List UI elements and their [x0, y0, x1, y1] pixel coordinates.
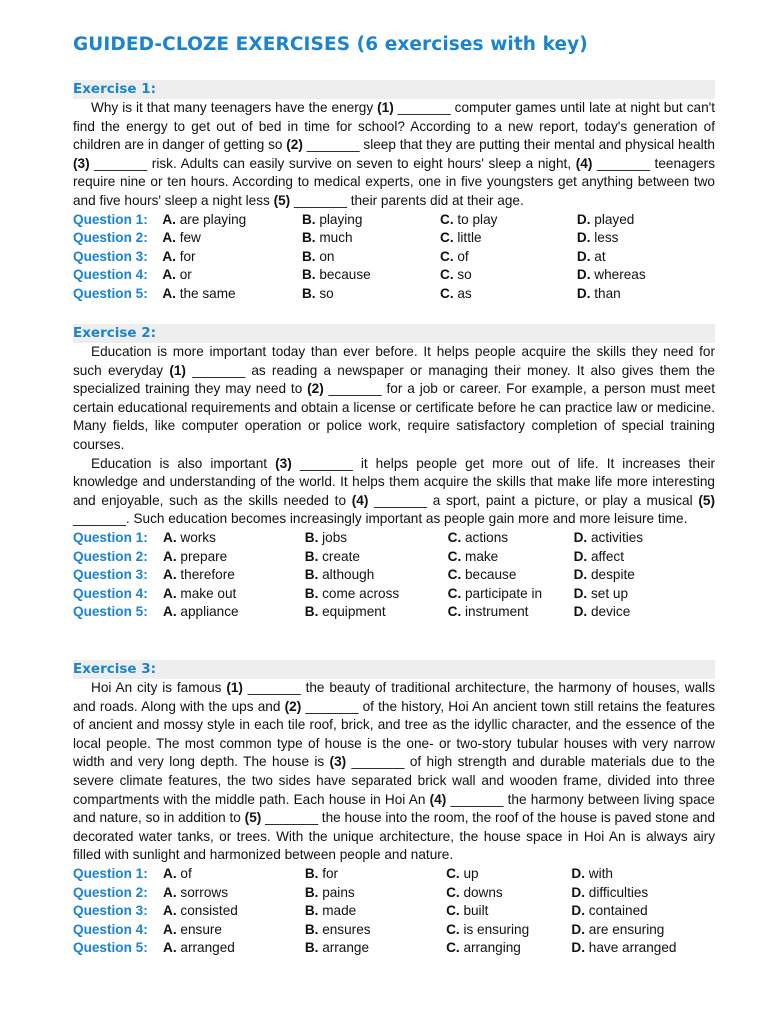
- option-text: so: [457, 267, 472, 283]
- option-text: create: [322, 548, 360, 564]
- exercise-passage: [73, 99, 715, 211]
- passage-text: _______ of high strength and durable materials due to the severe climate features, the two sides have separated brick wall and wooden frame, divided into three compartments with the middle path. Each house in Hoi An: [73, 754, 715, 807]
- exercise-heading: Exercise 2:: [73, 324, 715, 343]
- answer-option[interactable]: [446, 939, 571, 958]
- option-letter: C.: [447, 529, 462, 545]
- option-text: are playing: [179, 211, 247, 227]
- option-letter: D.: [576, 211, 591, 227]
- option-text: of: [180, 865, 192, 881]
- option-letter: B.: [301, 211, 316, 227]
- option-letter: A.: [163, 921, 177, 937]
- question-label: Question 4:: [73, 921, 148, 937]
- blank-number: (4): [429, 791, 447, 807]
- passage-paragraph: [73, 679, 715, 865]
- blank-number: (3): [329, 754, 347, 770]
- passage-text: _______ it helps people get more out of life. It increases their knowledge and understanding of the world. It helps them acquire the skills that make life more interesting and enjoyable, such as the skills needed to: [73, 455, 715, 508]
- option-text: make out: [180, 585, 237, 601]
- answer-option[interactable]: [574, 529, 715, 548]
- option-text: instrument: [465, 604, 529, 620]
- option-letter: A.: [162, 211, 176, 227]
- option-text: so: [319, 285, 334, 301]
- answer-option[interactable]: [440, 285, 577, 304]
- answer-option[interactable]: [577, 211, 715, 230]
- question-row: [73, 921, 715, 940]
- passage-text: _______ the house into the room, the roof of the house is paved stone and decorated water tanks, or trees. With the unique architecture, the house space in Hoi An is always airy filled with sunlight and harmonized between people and nature.: [73, 810, 716, 863]
- option-letter: A.: [162, 285, 176, 301]
- answer-option[interactable]: [305, 529, 448, 548]
- answer-option[interactable]: [448, 566, 574, 585]
- question-label: Question 2:: [73, 230, 148, 246]
- passage-text: _______ teenagers require nine or ten hours. According to medical experts, one in five youngsters get anything between two and five hours' sleep a night less: [73, 155, 716, 208]
- option-text: actions: [465, 529, 509, 545]
- option-letter: C.: [447, 567, 462, 583]
- question-row: [73, 884, 715, 903]
- answer-option[interactable]: [162, 248, 302, 267]
- option-letter: A.: [163, 940, 177, 956]
- passage-text: _______. Such education becomes increasingly important as people gain more and more leisure time.: [73, 511, 688, 527]
- option-letter: C.: [440, 267, 454, 283]
- option-text: as: [457, 285, 472, 301]
- answer-option[interactable]: [446, 884, 571, 903]
- option-text: of: [457, 248, 469, 264]
- option-text: arrange: [322, 940, 370, 956]
- question-table: [73, 211, 715, 304]
- option-letter: C.: [446, 921, 460, 937]
- option-letter: B.: [304, 884, 319, 900]
- option-letter: B.: [301, 285, 316, 301]
- answer-option[interactable]: [574, 548, 715, 567]
- question-row: [73, 548, 715, 567]
- answer-option[interactable]: [305, 548, 448, 567]
- question-label: Question 4:: [73, 585, 148, 601]
- option-text: participate in: [465, 585, 543, 601]
- answer-option[interactable]: [571, 902, 715, 921]
- answer-option[interactable]: [440, 229, 577, 248]
- passage-text: _______ risk. Adults can easily survive on seven to eight hours' sleep a night,: [89, 155, 576, 171]
- passage-text: Education is also important: [91, 455, 276, 471]
- answer-option[interactable]: [162, 229, 302, 248]
- question-label: Question 3:: [73, 567, 148, 583]
- option-text: consisted: [180, 903, 238, 919]
- passage-text: _______ the harmony between living space and nature, so in addition to: [73, 791, 715, 826]
- option-letter: C.: [446, 865, 460, 881]
- answer-option[interactable]: [163, 902, 305, 921]
- option-text: contained: [588, 903, 648, 919]
- passage-text: _______ of the history, Hoi An ancient town still retains the features of ancient and mossy style in each tile roof, brick, and tree as the idyllic character, and the essence of the local people. The most common type of house is the one- or two-story tubular houses with very narrow width and very long depth. The house is: [73, 698, 715, 770]
- option-letter: A.: [163, 884, 177, 900]
- option-letter: B.: [304, 604, 319, 620]
- question-row: [73, 603, 715, 622]
- exercise-heading: Exercise 1:: [73, 80, 715, 99]
- option-letter: A.: [163, 529, 177, 545]
- question-label: Question 1:: [73, 211, 148, 227]
- answer-option[interactable]: [571, 939, 715, 958]
- option-letter: A.: [163, 567, 177, 583]
- passage-text: _______ as reading a newspaper or managing their money. It also gives them the specialized training they may need to: [73, 362, 715, 397]
- option-text: because: [319, 267, 371, 283]
- option-letter: B.: [304, 940, 319, 956]
- option-text: much: [319, 230, 353, 246]
- answer-option[interactable]: [163, 603, 305, 622]
- exercise-2: [73, 324, 715, 622]
- option-text: with: [588, 865, 613, 881]
- question-row: [73, 211, 715, 230]
- blank-number: (2): [307, 381, 324, 397]
- question-label: Question 5:: [73, 604, 148, 620]
- option-letter: C.: [446, 884, 460, 900]
- exercise-1: [73, 80, 715, 304]
- question-row: [73, 566, 715, 585]
- passage-text: _______ computer games until late at night but can't find the energy to get out of bed in time for school? According to a new report, today's generation of children are in danger of getting so: [73, 100, 715, 153]
- answer-option[interactable]: [163, 548, 305, 567]
- question-label: Question 1:: [73, 865, 148, 881]
- option-text: less: [594, 230, 619, 246]
- option-letter: D.: [573, 529, 588, 545]
- answer-option[interactable]: [305, 566, 448, 585]
- option-text: jobs: [322, 529, 348, 545]
- answer-option[interactable]: [163, 939, 305, 958]
- option-letter: C.: [447, 604, 462, 620]
- passage-text: _______ their parents did at their age.: [290, 192, 524, 208]
- blank-number: (5): [244, 810, 262, 826]
- passage-text: _______ sleep that they are putting their mental and physical health: [302, 137, 715, 153]
- option-text: built: [463, 903, 489, 919]
- option-letter: D.: [571, 940, 585, 956]
- passage-text: Hoi An city is famous: [91, 680, 227, 695]
- option-letter: B.: [304, 921, 319, 937]
- answer-option[interactable]: [163, 566, 305, 585]
- answer-option[interactable]: [162, 285, 302, 304]
- option-text: made: [322, 903, 357, 919]
- question-label: Question 2:: [73, 548, 148, 564]
- answer-option[interactable]: [571, 865, 715, 884]
- option-letter: C.: [447, 585, 462, 601]
- question-row: [73, 865, 715, 884]
- option-text: little: [457, 230, 482, 246]
- option-text: affect: [590, 548, 624, 564]
- question-row: [73, 229, 715, 248]
- option-letter: B.: [304, 567, 319, 583]
- blank-number: (1): [169, 362, 186, 378]
- option-letter: B.: [301, 267, 316, 283]
- answer-option[interactable]: [448, 603, 574, 622]
- question-label: Question 5:: [73, 940, 148, 956]
- option-text: are ensuring: [588, 921, 665, 937]
- exercise-3: [73, 660, 715, 958]
- option-letter: B.: [304, 529, 319, 545]
- option-letter: D.: [576, 267, 591, 283]
- option-text: have arranged: [588, 940, 677, 956]
- question-row: [73, 266, 715, 285]
- question-label: Question 1:: [73, 529, 148, 545]
- question-label: Question 3:: [73, 248, 148, 264]
- answer-option[interactable]: [571, 884, 715, 903]
- answer-option[interactable]: [448, 548, 574, 567]
- question-label: Question 2:: [73, 884, 148, 900]
- option-letter: A.: [162, 230, 176, 246]
- blank-number: (5): [698, 492, 715, 508]
- option-text: equipment: [322, 604, 386, 620]
- option-text: on: [319, 248, 335, 264]
- option-text: than: [594, 285, 621, 301]
- blank-number: (1): [377, 100, 394, 115]
- option-text: few: [179, 230, 201, 246]
- option-letter: B.: [304, 548, 319, 564]
- answer-option[interactable]: [162, 211, 302, 230]
- option-letter: D.: [576, 230, 591, 246]
- answer-option[interactable]: [302, 248, 440, 267]
- option-text: difficulties: [588, 884, 649, 900]
- answer-option[interactable]: [577, 266, 715, 285]
- answer-option[interactable]: [577, 285, 715, 304]
- answer-option[interactable]: [305, 603, 448, 622]
- question-label: Question 3:: [73, 903, 148, 919]
- option-text: playing: [319, 211, 363, 227]
- option-letter: D.: [573, 604, 588, 620]
- passage-text: Why is it that many teenagers have the energy: [91, 100, 378, 115]
- option-letter: A.: [163, 903, 177, 919]
- answer-option[interactable]: [302, 285, 440, 304]
- option-text: arranging: [463, 940, 521, 956]
- option-text: is ensuring: [463, 921, 530, 937]
- option-letter: A.: [163, 585, 177, 601]
- answer-option[interactable]: [302, 229, 440, 248]
- passage-text: Education is more important today than ever before. It helps people acquire the skills they need for such everyday: [73, 344, 715, 378]
- option-letter: B.: [304, 865, 319, 881]
- option-text: the same: [179, 285, 236, 301]
- option-text: set up: [590, 585, 628, 601]
- answer-option[interactable]: [302, 266, 440, 285]
- answer-option[interactable]: [302, 211, 440, 230]
- blank-number: (2): [284, 698, 302, 714]
- option-letter: B.: [301, 230, 316, 246]
- passage-paragraph: [73, 343, 715, 455]
- answer-option[interactable]: [574, 603, 715, 622]
- option-text: activities: [590, 529, 644, 545]
- answer-option[interactable]: [440, 211, 577, 230]
- option-letter: C.: [440, 230, 454, 246]
- option-letter: C.: [446, 940, 460, 956]
- answer-option[interactable]: [162, 266, 302, 285]
- answer-option[interactable]: [571, 921, 715, 940]
- answer-option[interactable]: [574, 566, 715, 585]
- option-letter: A.: [163, 548, 177, 564]
- answer-option[interactable]: [163, 921, 305, 940]
- exercise-passage: [73, 343, 715, 529]
- answer-option[interactable]: [305, 902, 446, 921]
- answer-option[interactable]: [446, 902, 571, 921]
- answer-option[interactable]: [440, 248, 577, 267]
- option-text: come across: [322, 585, 400, 601]
- option-text: despite: [590, 567, 635, 583]
- blank-number: (2): [286, 137, 303, 153]
- answer-option[interactable]: [577, 248, 715, 267]
- exercise-heading: Exercise 3:: [73, 660, 715, 679]
- option-text: downs: [463, 884, 503, 900]
- option-text: whereas: [594, 267, 646, 283]
- answer-option[interactable]: [163, 585, 305, 604]
- passage-paragraph: [73, 99, 715, 211]
- answer-option[interactable]: [577, 229, 715, 248]
- blank-number: (1): [226, 680, 243, 695]
- option-text: ensures: [322, 921, 371, 937]
- question-label: Question 4:: [73, 267, 148, 283]
- answer-option[interactable]: [305, 939, 446, 958]
- answer-option[interactable]: [305, 921, 446, 940]
- blank-number: (3): [275, 455, 292, 471]
- option-text: ensure: [180, 921, 222, 937]
- option-text: because: [465, 567, 517, 583]
- option-letter: C.: [440, 285, 454, 301]
- option-letter: D.: [576, 248, 591, 264]
- option-text: although: [322, 567, 375, 583]
- answer-option[interactable]: [446, 865, 571, 884]
- option-letter: D.: [573, 585, 588, 601]
- option-text: at: [594, 248, 606, 264]
- question-row: [73, 902, 715, 921]
- answer-option[interactable]: [305, 865, 446, 884]
- option-text: played: [594, 211, 635, 227]
- option-letter: C.: [440, 248, 454, 264]
- passage-paragraph: [73, 455, 715, 529]
- option-text: or: [179, 267, 192, 283]
- question-row: [73, 248, 715, 267]
- option-text: sorrows: [180, 884, 228, 900]
- option-letter: B.: [304, 585, 319, 601]
- answer-option[interactable]: [163, 884, 305, 903]
- answer-option[interactable]: [163, 529, 305, 548]
- option-letter: D.: [576, 285, 591, 301]
- answer-option[interactable]: [448, 585, 574, 604]
- question-table: [73, 865, 715, 958]
- option-letter: D.: [573, 567, 588, 583]
- passage-text: _______ for a job or career. For example, a person must meet certain educational requirements and obtain a license or certificate before he can practice law or medicine. Many fields, like computer operation or police work, require satisfactory completion of special training courses.: [73, 381, 715, 452]
- option-text: for: [179, 248, 196, 264]
- question-row: [73, 285, 715, 304]
- answer-option[interactable]: [440, 266, 577, 285]
- option-text: arranged: [180, 940, 235, 956]
- option-text: appliance: [180, 604, 239, 620]
- blank-number: (5): [273, 192, 291, 208]
- answer-option[interactable]: [163, 865, 305, 884]
- passage-text: _______ the beauty of traditional architecture, the harmony of houses, walls and roads. Along with the ups and: [73, 680, 715, 714]
- blank-number: (3): [73, 155, 90, 171]
- answer-option[interactable]: [305, 585, 448, 604]
- option-letter: D.: [571, 865, 585, 881]
- option-text: pains: [322, 884, 355, 900]
- option-letter: A.: [163, 604, 177, 620]
- answer-option[interactable]: [305, 884, 446, 903]
- question-row: [73, 529, 715, 548]
- option-letter: A.: [162, 248, 176, 264]
- option-letter: A.: [162, 267, 176, 283]
- option-text: up: [463, 865, 479, 881]
- option-letter: B.: [301, 248, 316, 264]
- option-text: device: [590, 604, 631, 620]
- option-text: works: [180, 529, 216, 545]
- blank-number: (4): [351, 492, 369, 508]
- option-letter: C.: [446, 903, 460, 919]
- question-row: [73, 939, 715, 958]
- option-letter: D.: [571, 884, 585, 900]
- option-letter: A.: [163, 865, 177, 881]
- option-letter: D.: [571, 921, 585, 937]
- option-text: to play: [457, 211, 498, 227]
- option-letter: C.: [440, 211, 454, 227]
- option-letter: D.: [571, 903, 585, 919]
- option-text: make: [465, 548, 499, 564]
- option-letter: B.: [304, 903, 319, 919]
- answer-option[interactable]: [448, 529, 574, 548]
- exercise-passage: [73, 679, 715, 865]
- passage-text: _______ a sport, paint a picture, or play a musical: [368, 492, 699, 508]
- option-text: for: [322, 865, 339, 881]
- option-letter: D.: [573, 548, 588, 564]
- option-text: therefore: [180, 567, 235, 583]
- question-table: [73, 529, 715, 622]
- blank-number: (4): [575, 155, 593, 171]
- question-label: Question 5:: [73, 285, 148, 301]
- option-text: prepare: [180, 548, 228, 564]
- option-letter: C.: [447, 548, 462, 564]
- document-title: GUIDED-CLOZE EXERCISES (6 exercises with key): [73, 34, 588, 55]
- question-row: [73, 585, 715, 604]
- answer-option[interactable]: [446, 921, 571, 940]
- answer-option[interactable]: [574, 585, 715, 604]
